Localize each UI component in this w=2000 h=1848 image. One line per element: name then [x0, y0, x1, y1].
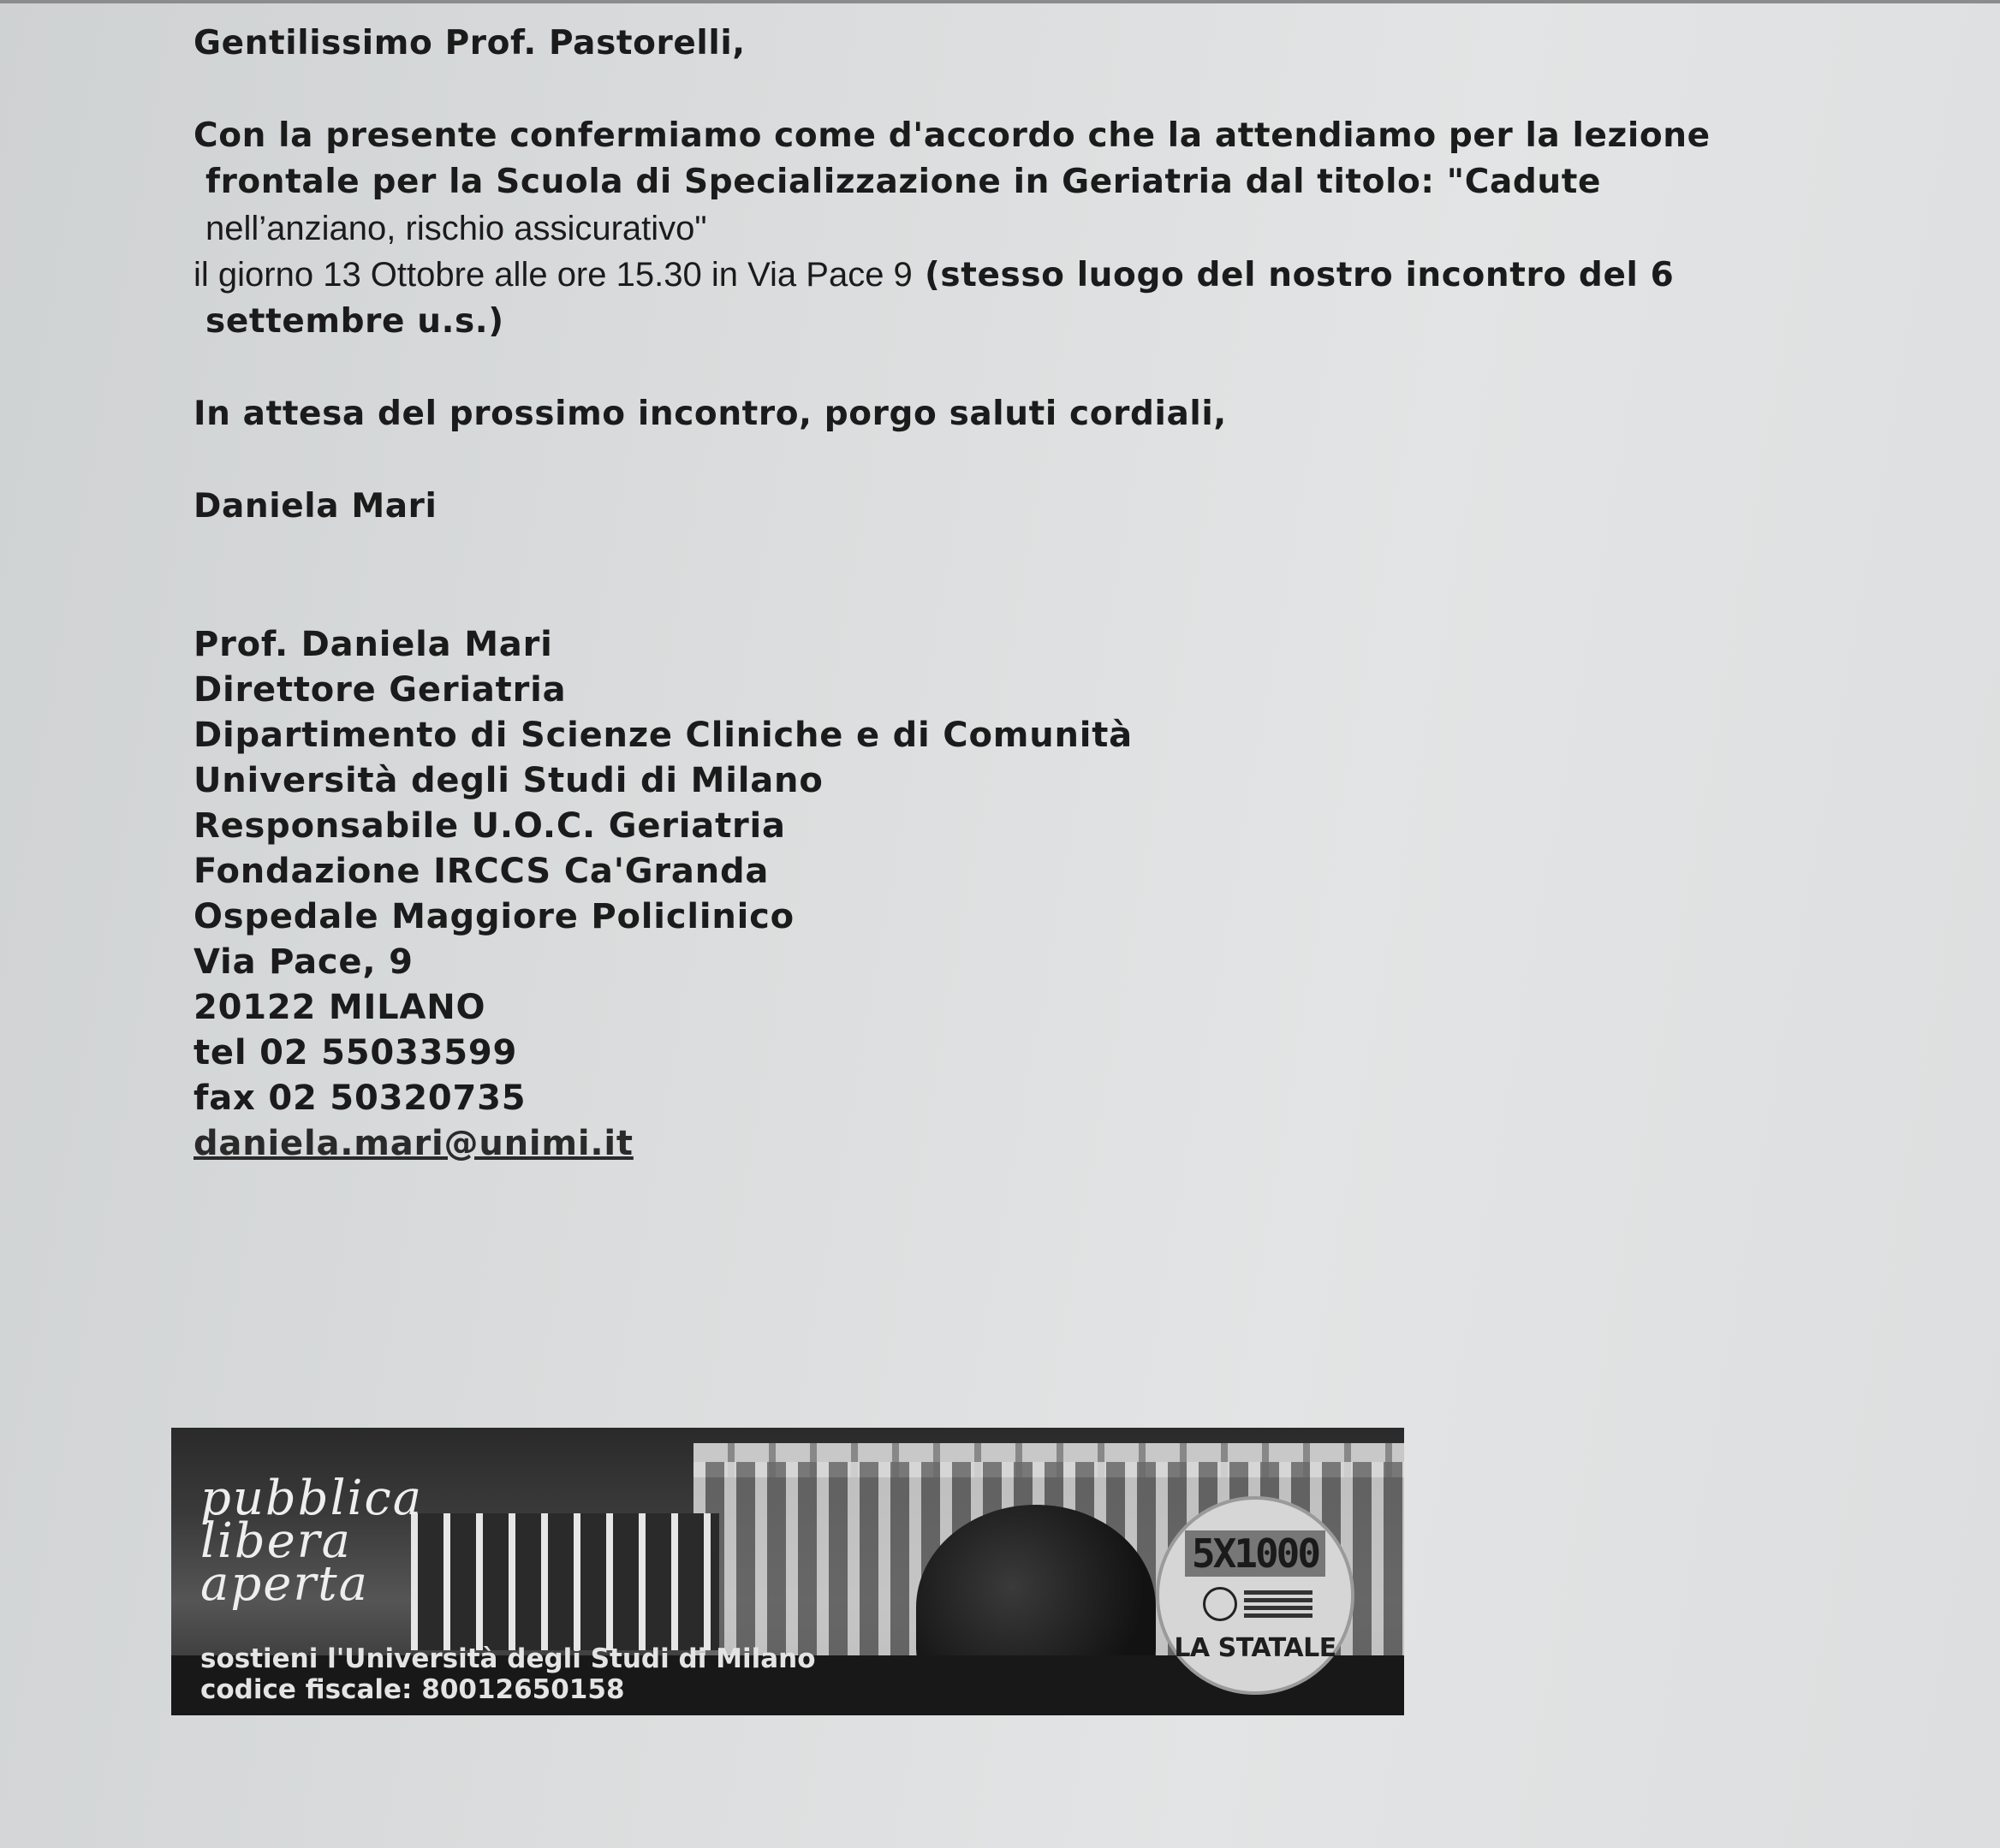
sig-email-link[interactable]: daniela.mari@unimi.it: [193, 1124, 634, 1163]
sign-name: Daniela Mari: [193, 487, 438, 526]
body-line-5: settembre u.s.): [205, 302, 504, 341]
sig-name: Prof. Daniela Mari: [193, 625, 553, 664]
sig-city: 20122 MILANO: [193, 988, 486, 1027]
logo-text-lines: [1244, 1590, 1312, 1621]
closing: In attesa del prossimo incontro, porgo saluti cordiali,: [193, 395, 1227, 433]
sig-role: Direttore Geriatria: [193, 670, 567, 710]
body-line-4-place: (stesso luogo del nostro incontro del 6: [912, 256, 1675, 294]
statale-logo-icon: [1191, 1587, 1319, 1626]
page-top-edge: [0, 0, 2000, 3]
minerva-icon: [1203, 1587, 1237, 1621]
badge-brand: LA STATALE: [1174, 1633, 1336, 1663]
greeting: Gentilissimo Prof. Pastorelli,: [193, 24, 746, 62]
support-line-1: sostieni l'Università degli Studi di Milano: [200, 1643, 816, 1674]
sig-tel: tel 02 55033599: [193, 1033, 518, 1073]
slogan-line-3: aperta: [200, 1556, 370, 1612]
letter-body: [193, 21, 1863, 1167]
sig-unit: Responsabile U.O.C. Geriatria: [193, 806, 786, 846]
signature-block: [193, 622, 1863, 1167]
slogan-line-2: libera: [200, 1513, 352, 1569]
5x1000-badge: [1156, 1496, 1354, 1695]
sig-hospital: Ospedale Maggiore Policlinico: [193, 897, 795, 936]
body-line-1: Con la presente confermiamo come d'accordo che la attendiamo per la lezione: [193, 116, 1711, 155]
sig-street: Via Pace, 9: [193, 942, 414, 982]
support-line-2: codice fiscale: 80012650158: [200, 1674, 625, 1705]
slogan-line-1: pubblica: [200, 1471, 424, 1526]
banner-support-text: [200, 1643, 816, 1705]
body-line-4-date: il giorno 13 Ottobre alle ore 15.30 in Via Pace 9: [193, 256, 913, 294]
sig-fax: fax 02 50320735: [193, 1078, 527, 1118]
university-banner: [171, 1428, 1404, 1715]
sig-foundation: Fondazione IRCCS Ca'Granda: [193, 852, 770, 891]
sig-university: Università degli Studi di Milano: [193, 761, 824, 800]
banner-slogan: [200, 1471, 424, 1612]
body-line-2: frontale per la Scuola di Specializzazione in Geriatria dal titolo: "Cadute: [205, 163, 1602, 201]
body-paragraph: [193, 113, 1863, 345]
colonnade: [411, 1513, 719, 1650]
sig-department: Dipartimento di Scienze Cliniche e di Comunità: [193, 716, 1133, 755]
body-line-4: [193, 252, 1863, 299]
body-line-3: nell’anziano, rischio assicurativo": [205, 210, 707, 247]
badge-title: 5X1000: [1185, 1530, 1325, 1577]
